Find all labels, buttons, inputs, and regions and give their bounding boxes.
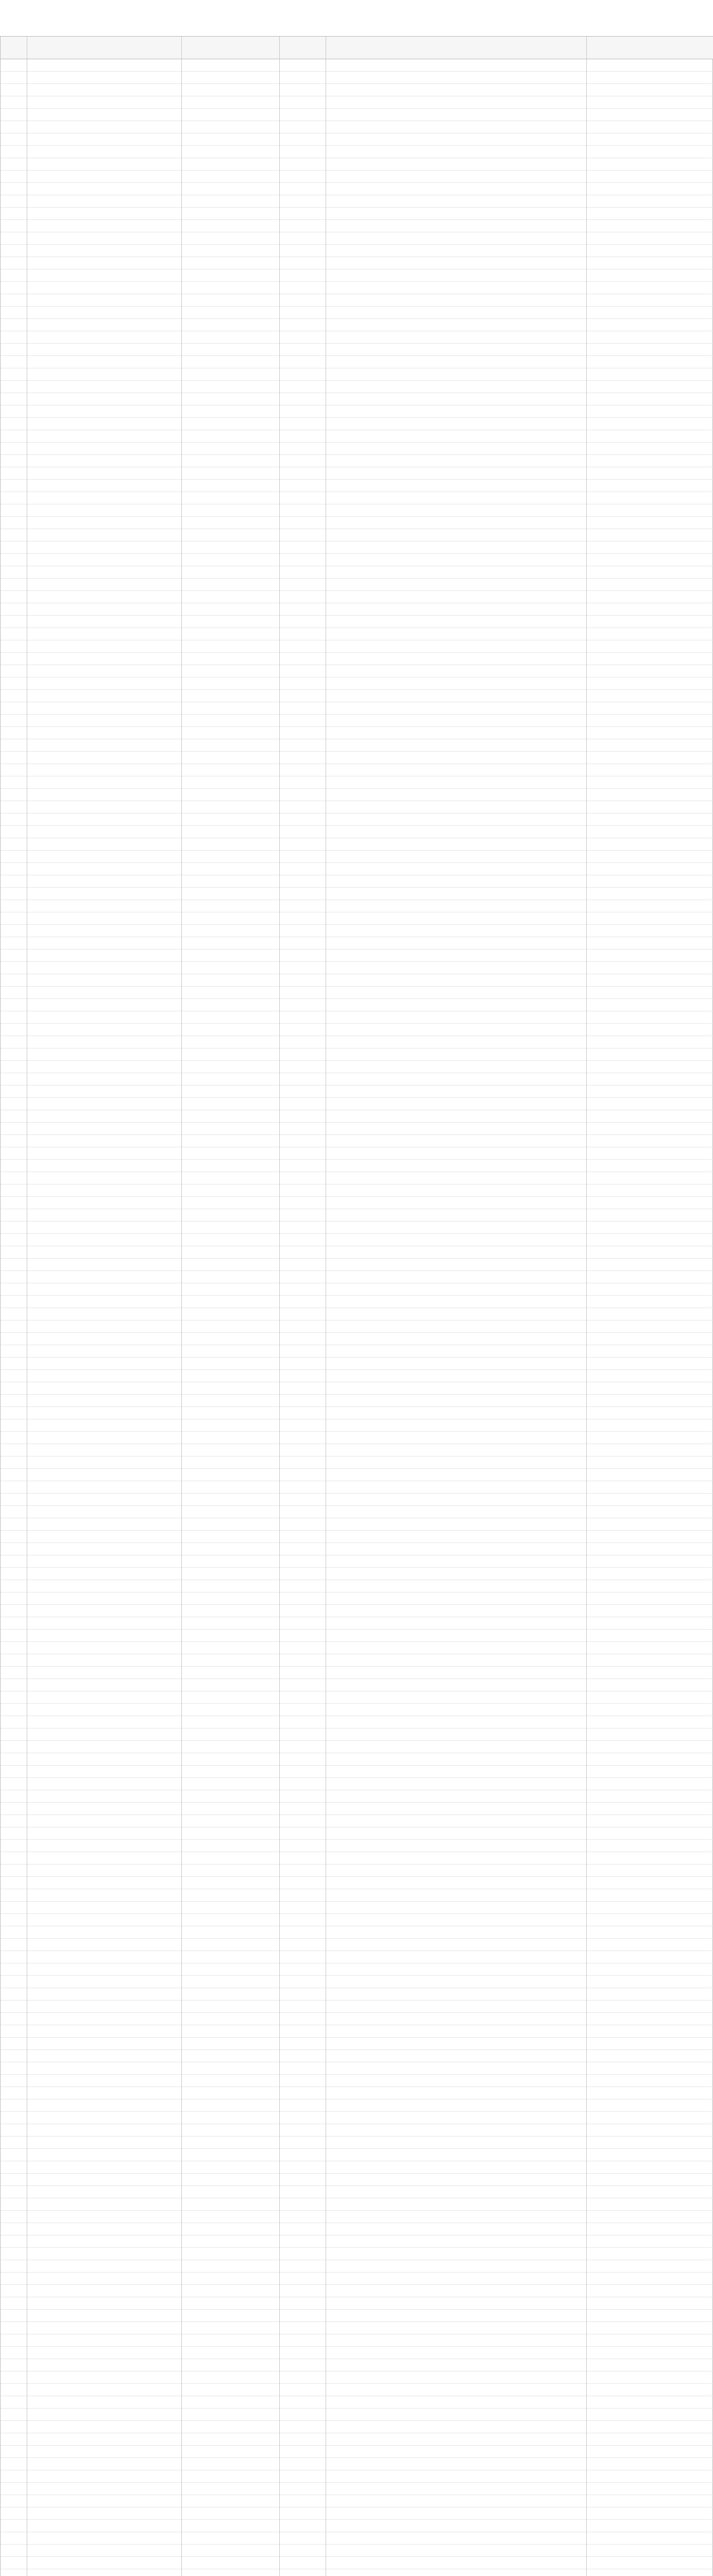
row-guides bbox=[1, 59, 27, 2576]
jobs-table bbox=[0, 36, 713, 2576]
table-body-col-2 bbox=[27, 59, 182, 2576]
table-header-cell bbox=[587, 37, 713, 59]
table-header-cell bbox=[27, 37, 182, 59]
table-header-cell bbox=[280, 37, 326, 59]
row-guides bbox=[182, 59, 279, 2576]
table-body-col-6 bbox=[587, 59, 713, 2576]
row-guides bbox=[280, 59, 326, 2576]
row-guides bbox=[326, 59, 586, 2576]
table-body-col-3 bbox=[182, 59, 280, 2576]
document-title bbox=[31, 7, 682, 35]
table-header-cell bbox=[1, 37, 27, 59]
table-header-cell bbox=[326, 37, 587, 59]
table-body-col-4 bbox=[280, 59, 326, 2576]
table-header-cell bbox=[182, 37, 280, 59]
row-guides bbox=[27, 59, 181, 2576]
table-body-col-1 bbox=[1, 59, 27, 2576]
row-guides bbox=[587, 59, 713, 2576]
table-body-col-5 bbox=[326, 59, 587, 2576]
